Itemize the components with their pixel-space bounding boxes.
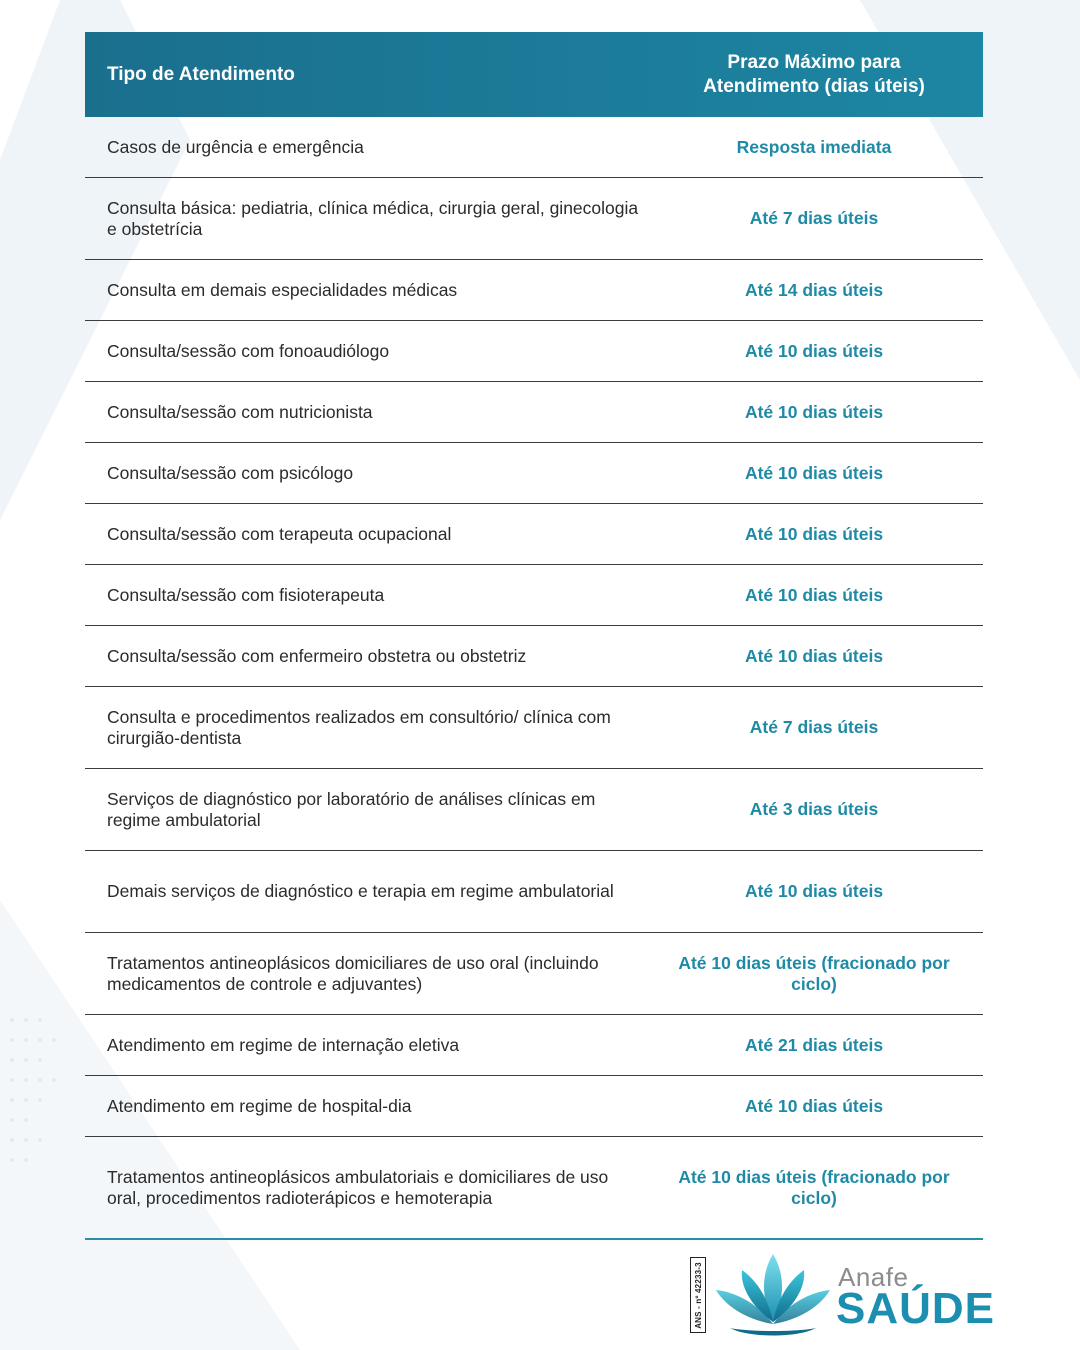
prazo-cell: Até 7 dias úteis bbox=[749, 717, 879, 737]
prazo-cell: Até 10 dias úteis bbox=[744, 1095, 884, 1116]
ans-code: ANS - nº 42233-3 bbox=[693, 1261, 703, 1329]
prazo-cell: Até 10 dias úteis (fracionado por ciclo) bbox=[678, 1166, 950, 1208]
table-row bbox=[85, 117, 983, 178]
tipo-cell: Consulta/sessão com fisioterapeuta bbox=[107, 584, 385, 605]
brand-name-big: SAÚDE bbox=[836, 1284, 996, 1333]
table-row bbox=[85, 1076, 983, 1137]
prazo-cell: Até 10 dias úteis bbox=[744, 645, 884, 666]
tipo-cell: Tratamentos antineoplásicos ambulatoriais e domiciliares de uso oral, procedimentos radioterápicos e hemoterapia bbox=[107, 1166, 609, 1208]
tipo-cell: Atendimento em regime de internação eletiva bbox=[107, 1034, 460, 1055]
prazo-cell: Até 10 dias úteis bbox=[744, 401, 884, 422]
table-row bbox=[85, 626, 983, 687]
tipo-cell: Consulta/sessão com terapeuta ocupacional bbox=[107, 523, 452, 544]
table-row bbox=[85, 933, 983, 1015]
table-row bbox=[85, 565, 983, 626]
tipo-cell: Demais serviços de diagnóstico e terapia em regime ambulatorial bbox=[107, 881, 614, 901]
prazo-cell: Até 3 dias úteis bbox=[749, 799, 879, 819]
lotus-logo-icon bbox=[712, 1252, 834, 1344]
brand-name-small: Anafe bbox=[838, 1262, 909, 1292]
header-prazo-line2: Atendimento (dias úteis) bbox=[703, 75, 925, 97]
prazos-table bbox=[85, 32, 983, 1240]
tipo-cell: Atendimento em regime de hospital-dia bbox=[107, 1095, 412, 1116]
table-row bbox=[85, 1015, 983, 1076]
table-row bbox=[85, 260, 983, 321]
header-prazo-line1: Prazo Máximo para bbox=[727, 51, 901, 73]
prazo-cell: Até 10 dias úteis bbox=[744, 523, 884, 544]
prazo-cell: Até 21 dias úteis bbox=[744, 1034, 884, 1055]
prazo-cell: Até 7 dias úteis bbox=[749, 208, 879, 228]
tipo-cell: Serviços de diagnóstico por laboratório de análises clínicas em regime ambulatorial bbox=[107, 788, 596, 830]
table-row bbox=[85, 769, 983, 851]
tipo-cell: Tratamentos antineoplásicos domiciliares de uso oral (incluindo medicamentos de controle e adjuvantes) bbox=[107, 952, 599, 994]
tipo-cell: Consulta e procedimentos realizados em consultório/ clínica com cirurgião-dentista bbox=[107, 706, 611, 748]
tipo-cell: Consulta em demais especialidades médicas bbox=[107, 279, 458, 300]
table-row bbox=[85, 178, 983, 260]
table-row bbox=[85, 382, 983, 443]
tipo-cell: Consulta/sessão com nutricionista bbox=[107, 401, 373, 422]
tipo-cell: Consulta/sessão com enfermeiro obstetra ou obstetriz bbox=[107, 645, 527, 666]
header-tipo: Tipo de Atendimento bbox=[107, 63, 295, 85]
tipo-cell: Consulta/sessão com fonoaudiólogo bbox=[107, 340, 390, 361]
table-header bbox=[85, 32, 983, 117]
prazo-cell: Até 10 dias úteis bbox=[744, 340, 884, 361]
prazo-cell: Até 10 dias úteis (fracionado por ciclo) bbox=[678, 952, 950, 994]
tipo-cell: Casos de urgência e emergência bbox=[107, 136, 364, 157]
prazo-cell: Até 14 dias úteis bbox=[744, 279, 884, 300]
header-prazo bbox=[645, 51, 983, 99]
prazo-cell: Até 10 dias úteis bbox=[744, 881, 884, 901]
tipo-cell: Consulta/sessão com psicólogo bbox=[107, 462, 354, 483]
prazo-cell: Até 10 dias úteis bbox=[744, 584, 884, 605]
table-row bbox=[85, 851, 983, 933]
ans-registration-tag bbox=[690, 1257, 706, 1333]
table-row bbox=[85, 443, 983, 504]
table-row bbox=[85, 321, 983, 382]
prazo-cell: Resposta imediata bbox=[736, 136, 892, 157]
table-row bbox=[85, 1137, 983, 1240]
prazo-cell: Até 10 dias úteis bbox=[744, 462, 884, 483]
tipo-cell: Consulta básica: pediatria, clínica médica, cirurgia geral, ginecologia e obstetrícia bbox=[107, 197, 639, 239]
table-row bbox=[85, 687, 983, 769]
table-row bbox=[85, 504, 983, 565]
